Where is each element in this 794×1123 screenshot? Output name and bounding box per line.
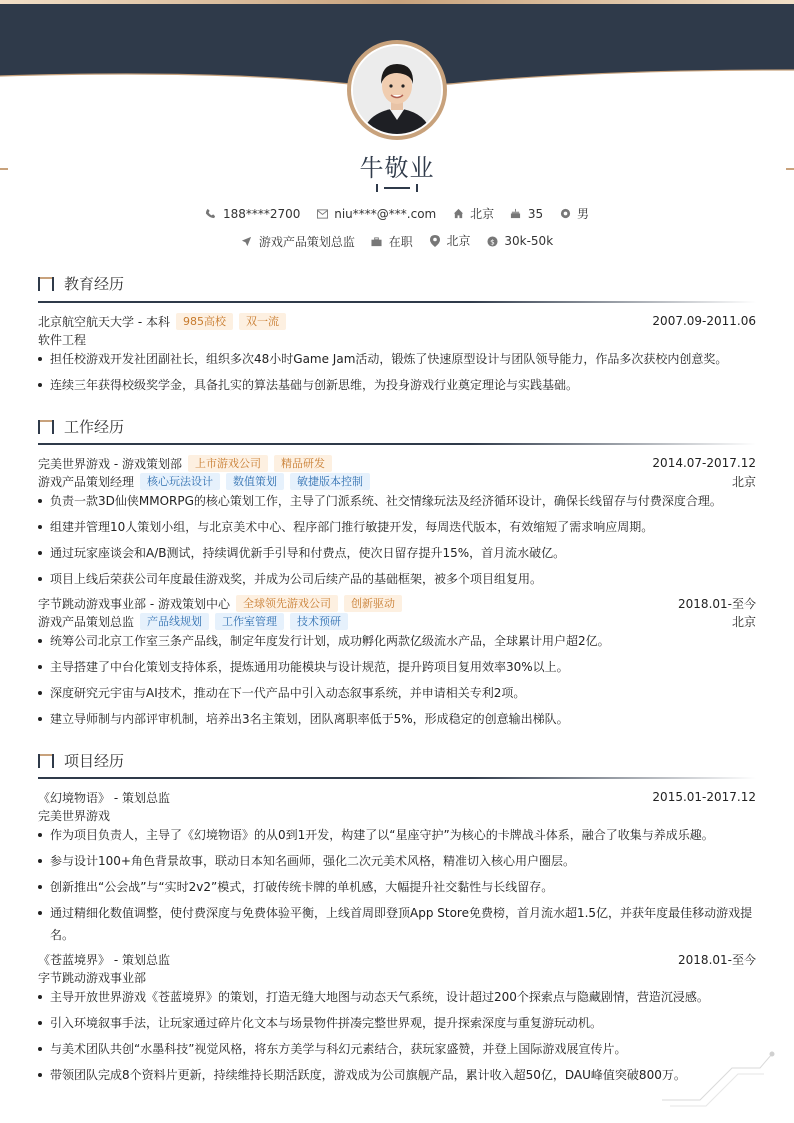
salary-text: 30k-50k xyxy=(504,234,554,248)
email-item xyxy=(316,207,436,221)
education-section-title: 教育经历 xyxy=(38,273,124,294)
candidate-name: 牛敬业 xyxy=(359,154,435,182)
school-name: 北京航空航天大学 - 本科 xyxy=(38,314,170,329)
job-role: 游戏产品策划总监 xyxy=(38,614,135,629)
work-divider xyxy=(38,443,756,445)
skill-tag: 核心玩法设计 xyxy=(140,473,220,490)
age-item xyxy=(510,207,543,221)
status-item xyxy=(371,233,413,250)
company-tag: 创新驱动 xyxy=(344,595,402,612)
list-item: 带领团队完成8个资料片更新，持续维持长期活跃度，游戏成为公司旗舰产品，累计收入超50亿，DAU峰值突破800万。 xyxy=(38,1064,756,1086)
list-item: 引入环境叙事手法，让玩家通过碎片化文本与场景物件拼凑完整世界观，提升探索深度与重复游玩动机。 xyxy=(38,1012,756,1034)
list-item: 主导开放世界游戏《苍蓝境界》的策划，打造无缝大地图与动态天气系统，设计超过200个探索点与隐藏剧情，营造沉浸感。 xyxy=(38,986,756,1008)
work-role-row xyxy=(38,472,756,490)
avatar xyxy=(347,40,447,140)
list-item: 主导搭建了中台化策划支持体系，提炼通用功能模块与设计规范，提升跨项目复用效率30%以上。 xyxy=(38,656,756,678)
phone-item xyxy=(205,207,300,221)
project-date: 2018.01-至今 xyxy=(678,952,756,967)
project-name: 《幻境物语》 - 策划总监 xyxy=(38,790,170,805)
list-item: 项目上线后荣获公司年度最佳游戏奖，并成为公司后续产品的基础框架，被多个项目组复用。 xyxy=(38,568,756,590)
list-item: 参与设计100+角色背景故事，联动日本知名画师，强化二次元美术风格，精准切入核心用户圈层。 xyxy=(38,850,756,872)
gender-icon xyxy=(559,208,571,220)
education-date: 2007.09-2011.06 xyxy=(652,314,756,328)
briefcase-icon xyxy=(371,236,383,248)
project-divider xyxy=(38,777,756,779)
position-item xyxy=(241,233,355,250)
work-section-title: 工作经历 xyxy=(38,416,124,437)
send-icon xyxy=(241,235,253,247)
project-name: 《苍蓝境界》 - 策划总监 xyxy=(38,952,170,967)
skill-tag: 数值策划 xyxy=(226,473,284,490)
email-text: niu****@***.com xyxy=(334,207,437,221)
list-item: 负责一款3D仙侠MMORPG的核心策划工作，主导了门派系统、社交情缘玩法及经济循环设计，确保长线留存与付费深度合理。 xyxy=(38,490,756,512)
job-intent-row xyxy=(0,232,794,250)
home-icon xyxy=(452,208,464,220)
svg-text:$: $ xyxy=(490,236,495,246)
location-icon xyxy=(429,235,441,247)
city-text: 北京 xyxy=(470,207,495,221)
cake-icon xyxy=(510,208,522,220)
project-item-header xyxy=(38,950,756,968)
skill-tag: 产品线规划 xyxy=(140,613,209,630)
phone-icon xyxy=(205,208,217,220)
list-item: 深度研究元宇宙与AI技术，推动在下一代产品中引入动态叙事系统，并申请相关专利2项。 xyxy=(38,682,756,704)
list-item: 统筹公司北京工作室三条产品线，制定年度发行计划，成功孵化两款亿级流水产品，全球累计用户超2亿。 xyxy=(38,630,756,652)
skill-tag: 工作室管理 xyxy=(215,613,284,630)
work-role-row xyxy=(38,612,756,630)
work-city: 北京 xyxy=(731,474,756,489)
skill-tag: 敏捷版本控制 xyxy=(290,473,370,490)
phone-text: 188****2700 xyxy=(222,206,301,221)
company-tag: 全球领先游戏公司 xyxy=(236,595,338,612)
work-date: 2018.01-至今 xyxy=(678,596,756,611)
mail-icon xyxy=(316,208,328,220)
target-city-item xyxy=(429,232,471,249)
company-tag: 上市游戏公司 xyxy=(188,455,268,472)
contact-row xyxy=(0,205,794,222)
project-org: 字节跳动游戏事业部 xyxy=(38,970,147,985)
decorative-lines xyxy=(660,1048,780,1108)
skill-tag: 技术预研 xyxy=(290,613,348,630)
name-divider xyxy=(376,184,418,192)
salary-item xyxy=(486,234,553,248)
list-item: 连续三年获得校级奖学金，具备扎实的算法基础与创新思维，为投身游戏行业奠定理论与实践基础。 xyxy=(38,374,756,396)
school-tag: 双一流 xyxy=(239,313,286,330)
list-item: 担任校游戏开发社团副社长，组织多次48小时Game Jam活动，锻炼了快速原型设计与团队领导能力，作品多次获校内创意奖。 xyxy=(38,348,756,370)
education-divider xyxy=(38,301,756,303)
list-item: 创新推出“公会战”与“实时2v2”模式，打破传统卡牌的单机感，大幅提升社交黏性与长线留存。 xyxy=(38,876,756,898)
work-date: 2014.07-2017.12 xyxy=(652,456,756,470)
project-org-row xyxy=(38,968,756,986)
list-item: 建立导师制与内部评审机制，培养出3名主策划，团队离职率低于5%，形成稳定的创意输出梯队。 xyxy=(38,708,756,730)
target-city-text: 北京 xyxy=(446,234,471,248)
project-item-header xyxy=(38,788,756,806)
list-item: 组建并管理10人策划小组，与北京美术中心、程序部门推行敏捷开发，每周迭代版本，有效缩短了需求响应周期。 xyxy=(38,516,756,538)
project-section-title: 项目经历 xyxy=(38,750,124,771)
project-org: 完美世界游戏 xyxy=(38,808,111,823)
work-city: 北京 xyxy=(731,614,756,629)
person-icon xyxy=(353,46,441,134)
gender-item xyxy=(559,205,589,222)
status-text: 在职 xyxy=(388,235,413,249)
school-tag: 985高校 xyxy=(176,313,233,330)
gender-text: 男 xyxy=(577,207,590,221)
project-org-row xyxy=(38,806,756,824)
list-item: 作为项目负责人，主导了《幻境物语》的从0到1开发，构建了以“星座守护”为核心的卡牌战斗体系，融合了收集与养成乐趣。 xyxy=(38,824,756,846)
education-item-header xyxy=(38,312,756,330)
company-tag: 精品研发 xyxy=(274,455,332,472)
city-item xyxy=(452,205,494,222)
job-role: 游戏产品策划经理 xyxy=(38,474,135,489)
position-text: 游戏产品策划总监 xyxy=(258,234,355,249)
list-item: 与美术团队共创“水墨科技”视觉风格，将东方美学与科幻元素结合，获玩家盛赞，并登上国际游戏展宣传片。 xyxy=(38,1038,756,1060)
work-item-header xyxy=(38,594,756,612)
age-text: 35 xyxy=(527,206,544,221)
work-item-header xyxy=(38,454,756,472)
list-item: 通过精细化数值调整，使付费深度与免费体验平衡，上线首周即登顶App Store免费榜，首月流水超1.5亿，并获年度最佳移动游戏提名。 xyxy=(38,902,756,946)
project-date: 2015.01-2017.12 xyxy=(652,790,756,804)
money-icon xyxy=(486,235,498,247)
company-name: 字节跳动游戏事业部 - 游戏策划中心 xyxy=(38,596,230,611)
major: 软件工程 xyxy=(38,332,87,347)
list-item: 通过玩家座谈会和A/B测试，持续调优新手引导和付费点，使次日留存提升15%，首月流水破亿。 xyxy=(38,542,756,564)
education-major-row xyxy=(38,330,756,348)
company-name: 完美世界游戏 - 游戏策划部 xyxy=(38,456,182,471)
